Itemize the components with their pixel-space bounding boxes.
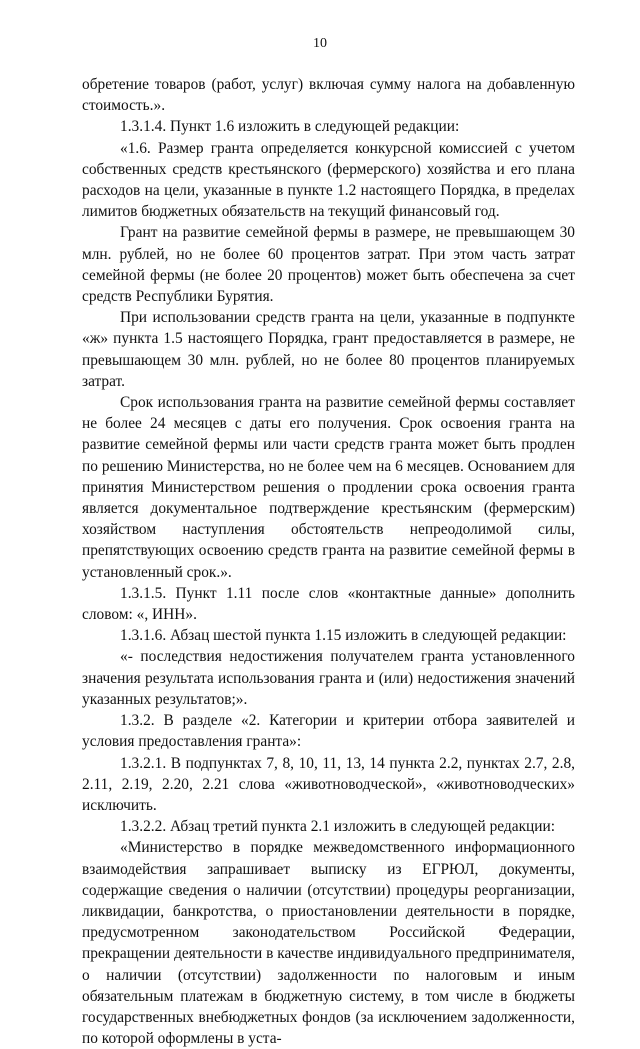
paragraph: «1.6. Размер гранта определяется конкурсной комиссией с учетом собственных средств крестьянского (фермерского) хозяйства и его плана расходов на цели, указанные в пункте 1.2 настоящего Порядка, в пределах лимитов бюджетных обязательств на текущий финансовый год.	[82, 139, 575, 221]
paragraph: Срок использования гранта на развитие семейной фермы составляет не более 24 месяцев с даты его получения. Срок освоения гранта на развитие семейной фермы или части средств гранта может быть продлен по решению Министерства, но не более чем на 6 месяцев. Основанием для принятия Министерством решения о продлении срока освоения гранта является документальное подтверждение крестьянским (фермерским) хозяйством наступления обстоятельств непреодолимой силы, препятствующих освоению средств гранта на развитие семейной фермы в установленный срок.».	[82, 394, 575, 581]
paragraph: 1.3.2. В разделе «2. Категории и критерии отбора заявителей и условия предоставления гранта»:	[82, 712, 575, 751]
paragraph: «Министерство в порядке межведомственного информационного взаимодействия запрашивает выписку из ЕГРЮЛ, документы, содержащие сведения о наличии (отсутствии) процедуры реорганизации, ликвидации, банкротства, о приостановлении деятельности в порядке, предусмотренном законодательством Российской Федерации, прекращении деятельности в качестве индивидуального предпринимателя, о наличии (отсутствии) задолженности по налоговым и иным обязательным платежам в бюджетную систему, в том числе в бюджеты государственных внебюджетных фондов (за исключением задолженности, по которой оформлены в уста-	[82, 839, 575, 1048]
paragraph: 1.3.1.6. Абзац шестой пункта 1.15 изложить в следующей редакции:	[120, 627, 567, 645]
paragraph: Грант на развитие семейной фермы в размере, не превышающем 30 млн. рублей, но не более 60 процентов затрат. При этом часть затрат семейной фермы (не более 20 процентов) может быть обеспечена за счет средств Республики Бурятия.	[82, 224, 575, 306]
paragraph: 1.3.2.1. В подпунктах 7, 8, 10, 11, 13, 14 пункта 2.2, пунктах 2.7, 2.8, 2.11, 2.19, 2.20, 2.21 слова «животноводческой», «животноводческих» исключить.	[82, 754, 575, 814]
paragraph: обретение товаров (работ, услуг) включая сумму налога на добавленную стоимость.».	[82, 76, 575, 115]
paragraph: «- последствия недостижения получателем гранта установленного значения результата использования гранта и (или) недостижения значений указанных результатов;».	[82, 648, 575, 708]
paragraph: При использовании средств гранта на цели, указанные в подпункте «ж» пункта 1.5 настоящего Порядка, грант предоставляется в размере, не превышающем 30 млн. рублей, но не более 80 процентов планируемых затрат.	[82, 309, 575, 390]
paragraph: 1.3.1.5. Пункт 1.11 после слов «контактные данные» дополнить словом: «, ИНН».	[82, 584, 575, 624]
paragraph: 1.3.1.4. Пункт 1.6 изложить в следующей редакции:	[120, 118, 460, 136]
paragraph: 1.3.2.2. Абзац третий пункта 2.1 изложить в следующей редакции:	[120, 818, 556, 836]
page-number: 10	[313, 36, 327, 51]
document-body	[82, 74, 575, 1049]
